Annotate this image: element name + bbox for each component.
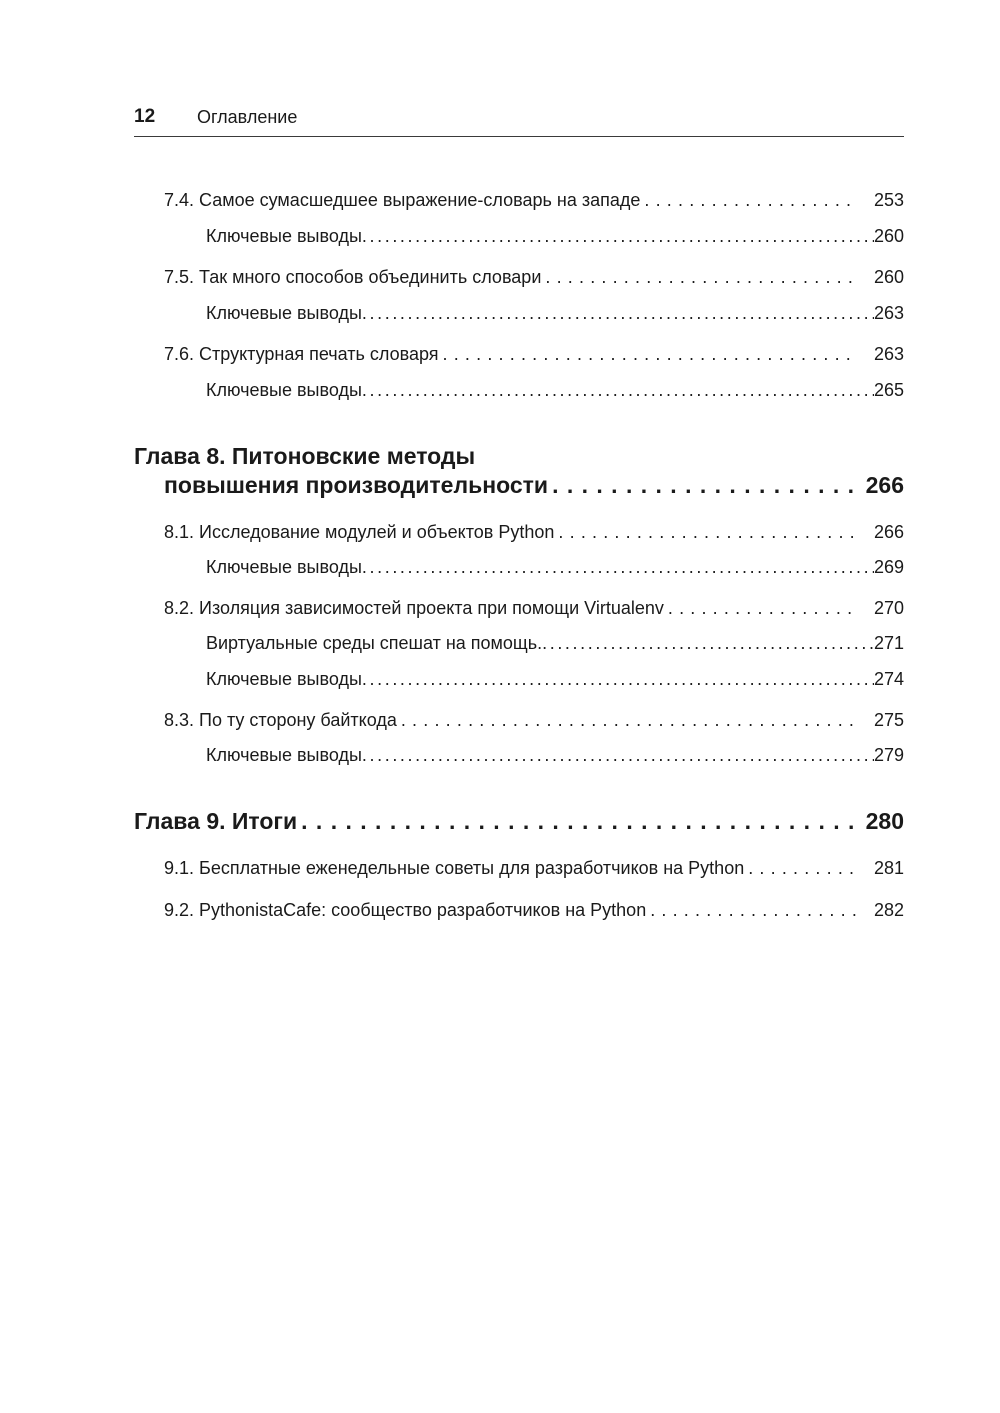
dot-leader [545, 267, 856, 288]
dot-leader [668, 598, 856, 619]
toc-entry-page: 263 [873, 303, 904, 323]
dot-leader [552, 472, 862, 499]
dot-leader [362, 226, 874, 247]
toc-entry-page: 260 [873, 226, 904, 246]
toc-entry-title: Глава 9. Итоги [134, 808, 298, 834]
toc-entry-title: Виртуальные среды спешат на помощь. [206, 633, 543, 653]
toc-entry-8-2[interactable] [164, 598, 904, 619]
toc-entry-page: 260 [873, 267, 904, 287]
toc-entry-9-1[interactable] [164, 858, 904, 879]
dot-leader [301, 808, 861, 835]
toc-entry-title: Ключевые выводы [206, 557, 362, 577]
toc-entry-title: 8.3. По ту сторону байткода [164, 710, 397, 730]
dot-leader [443, 344, 856, 365]
toc-entry-title: 8.2. Изоляция зависимостей проекта при помощи Virtualenv [164, 598, 664, 618]
toc-chapter-9[interactable] [134, 808, 904, 835]
dot-leader [542, 633, 874, 654]
dot-leader [650, 900, 856, 921]
toc-entry-8-2-virtual-envs[interactable] [206, 633, 904, 654]
toc-entry-page: 274 [873, 669, 904, 689]
toc-entry-title: Ключевые выводы [206, 745, 362, 765]
toc-entry-title: 9.2. PythonistaCafe: сообщество разработчиков на Python [164, 900, 647, 920]
toc-entry-page: 271 [873, 633, 904, 653]
toc-entry-page: 280 [865, 808, 904, 834]
toc-entry-page: 266 [873, 522, 904, 542]
toc-entry-7-4-key-takeaways[interactable] [206, 226, 904, 247]
toc-entry-page: 263 [873, 344, 904, 364]
dot-leader [362, 669, 874, 690]
toc-entry-9-2[interactable] [164, 900, 904, 921]
toc-entry-title: 7.4. Самое сумасшедшее выражение-словарь на западе [164, 190, 641, 210]
toc-entry-page: 282 [873, 900, 904, 920]
toc-entry-7-5[interactable] [164, 267, 904, 288]
toc-entry-title: 9.1. Бесплатные еженедельные советы для разработчиков на Python [164, 858, 745, 878]
dot-leader [362, 745, 874, 766]
toc-entry-page: 266 [865, 472, 904, 498]
chapter-8-title-line2: повышения производительности [164, 472, 549, 498]
running-title: Оглавление [197, 107, 298, 127]
toc-entry-title: Ключевые выводы [206, 380, 362, 400]
dot-leader [362, 380, 874, 401]
toc-entry-title: 7.6. Структурная печать словаря [164, 344, 439, 364]
toc-entry-title: 8.1. Исследование модулей и объектов Python [164, 522, 555, 542]
toc-entry-7-5-key-takeaways[interactable] [206, 303, 904, 324]
toc-entry-title: Ключевые выводы [206, 669, 362, 689]
toc-entry-8-1-key-takeaways[interactable] [206, 557, 904, 578]
toc-entry-title: Ключевые выводы [206, 226, 362, 246]
page-number: 12 [134, 106, 156, 127]
toc-entry-7-6[interactable] [164, 344, 904, 365]
dot-leader [748, 858, 856, 879]
toc-entry-8-2-key-takeaways[interactable] [206, 669, 904, 690]
toc-entry-title: Ключевые выводы [206, 303, 362, 323]
chapter-8-title-line1[interactable]: Глава 8. Питоновские методы [134, 443, 476, 469]
toc-entry-page: 279 [873, 745, 904, 765]
toc-entry-7-4[interactable] [164, 190, 904, 211]
dot-leader [644, 190, 856, 211]
toc-entry-page: 265 [873, 380, 904, 400]
toc-entry-8-3-key-takeaways[interactable] [206, 745, 904, 766]
toc-entry-page: 269 [873, 557, 904, 577]
toc-entry-page: 275 [873, 710, 904, 730]
dot-leader [362, 303, 874, 324]
toc-entry-page: 253 [873, 190, 904, 210]
toc-entry-8-3[interactable] [164, 710, 904, 731]
dot-leader [558, 522, 856, 543]
toc-entry-page: 270 [873, 598, 904, 618]
dot-leader [362, 557, 874, 578]
toc-entry-page: 281 [873, 858, 904, 878]
toc-entry-7-6-key-takeaways[interactable] [206, 380, 904, 401]
toc-entry-title: 7.5. Так много способов объединить словари [164, 267, 542, 287]
page-header [134, 104, 904, 137]
toc-chapter-8[interactable] [164, 472, 904, 499]
dot-leader [401, 710, 856, 731]
toc-entry-8-1[interactable] [164, 522, 904, 543]
